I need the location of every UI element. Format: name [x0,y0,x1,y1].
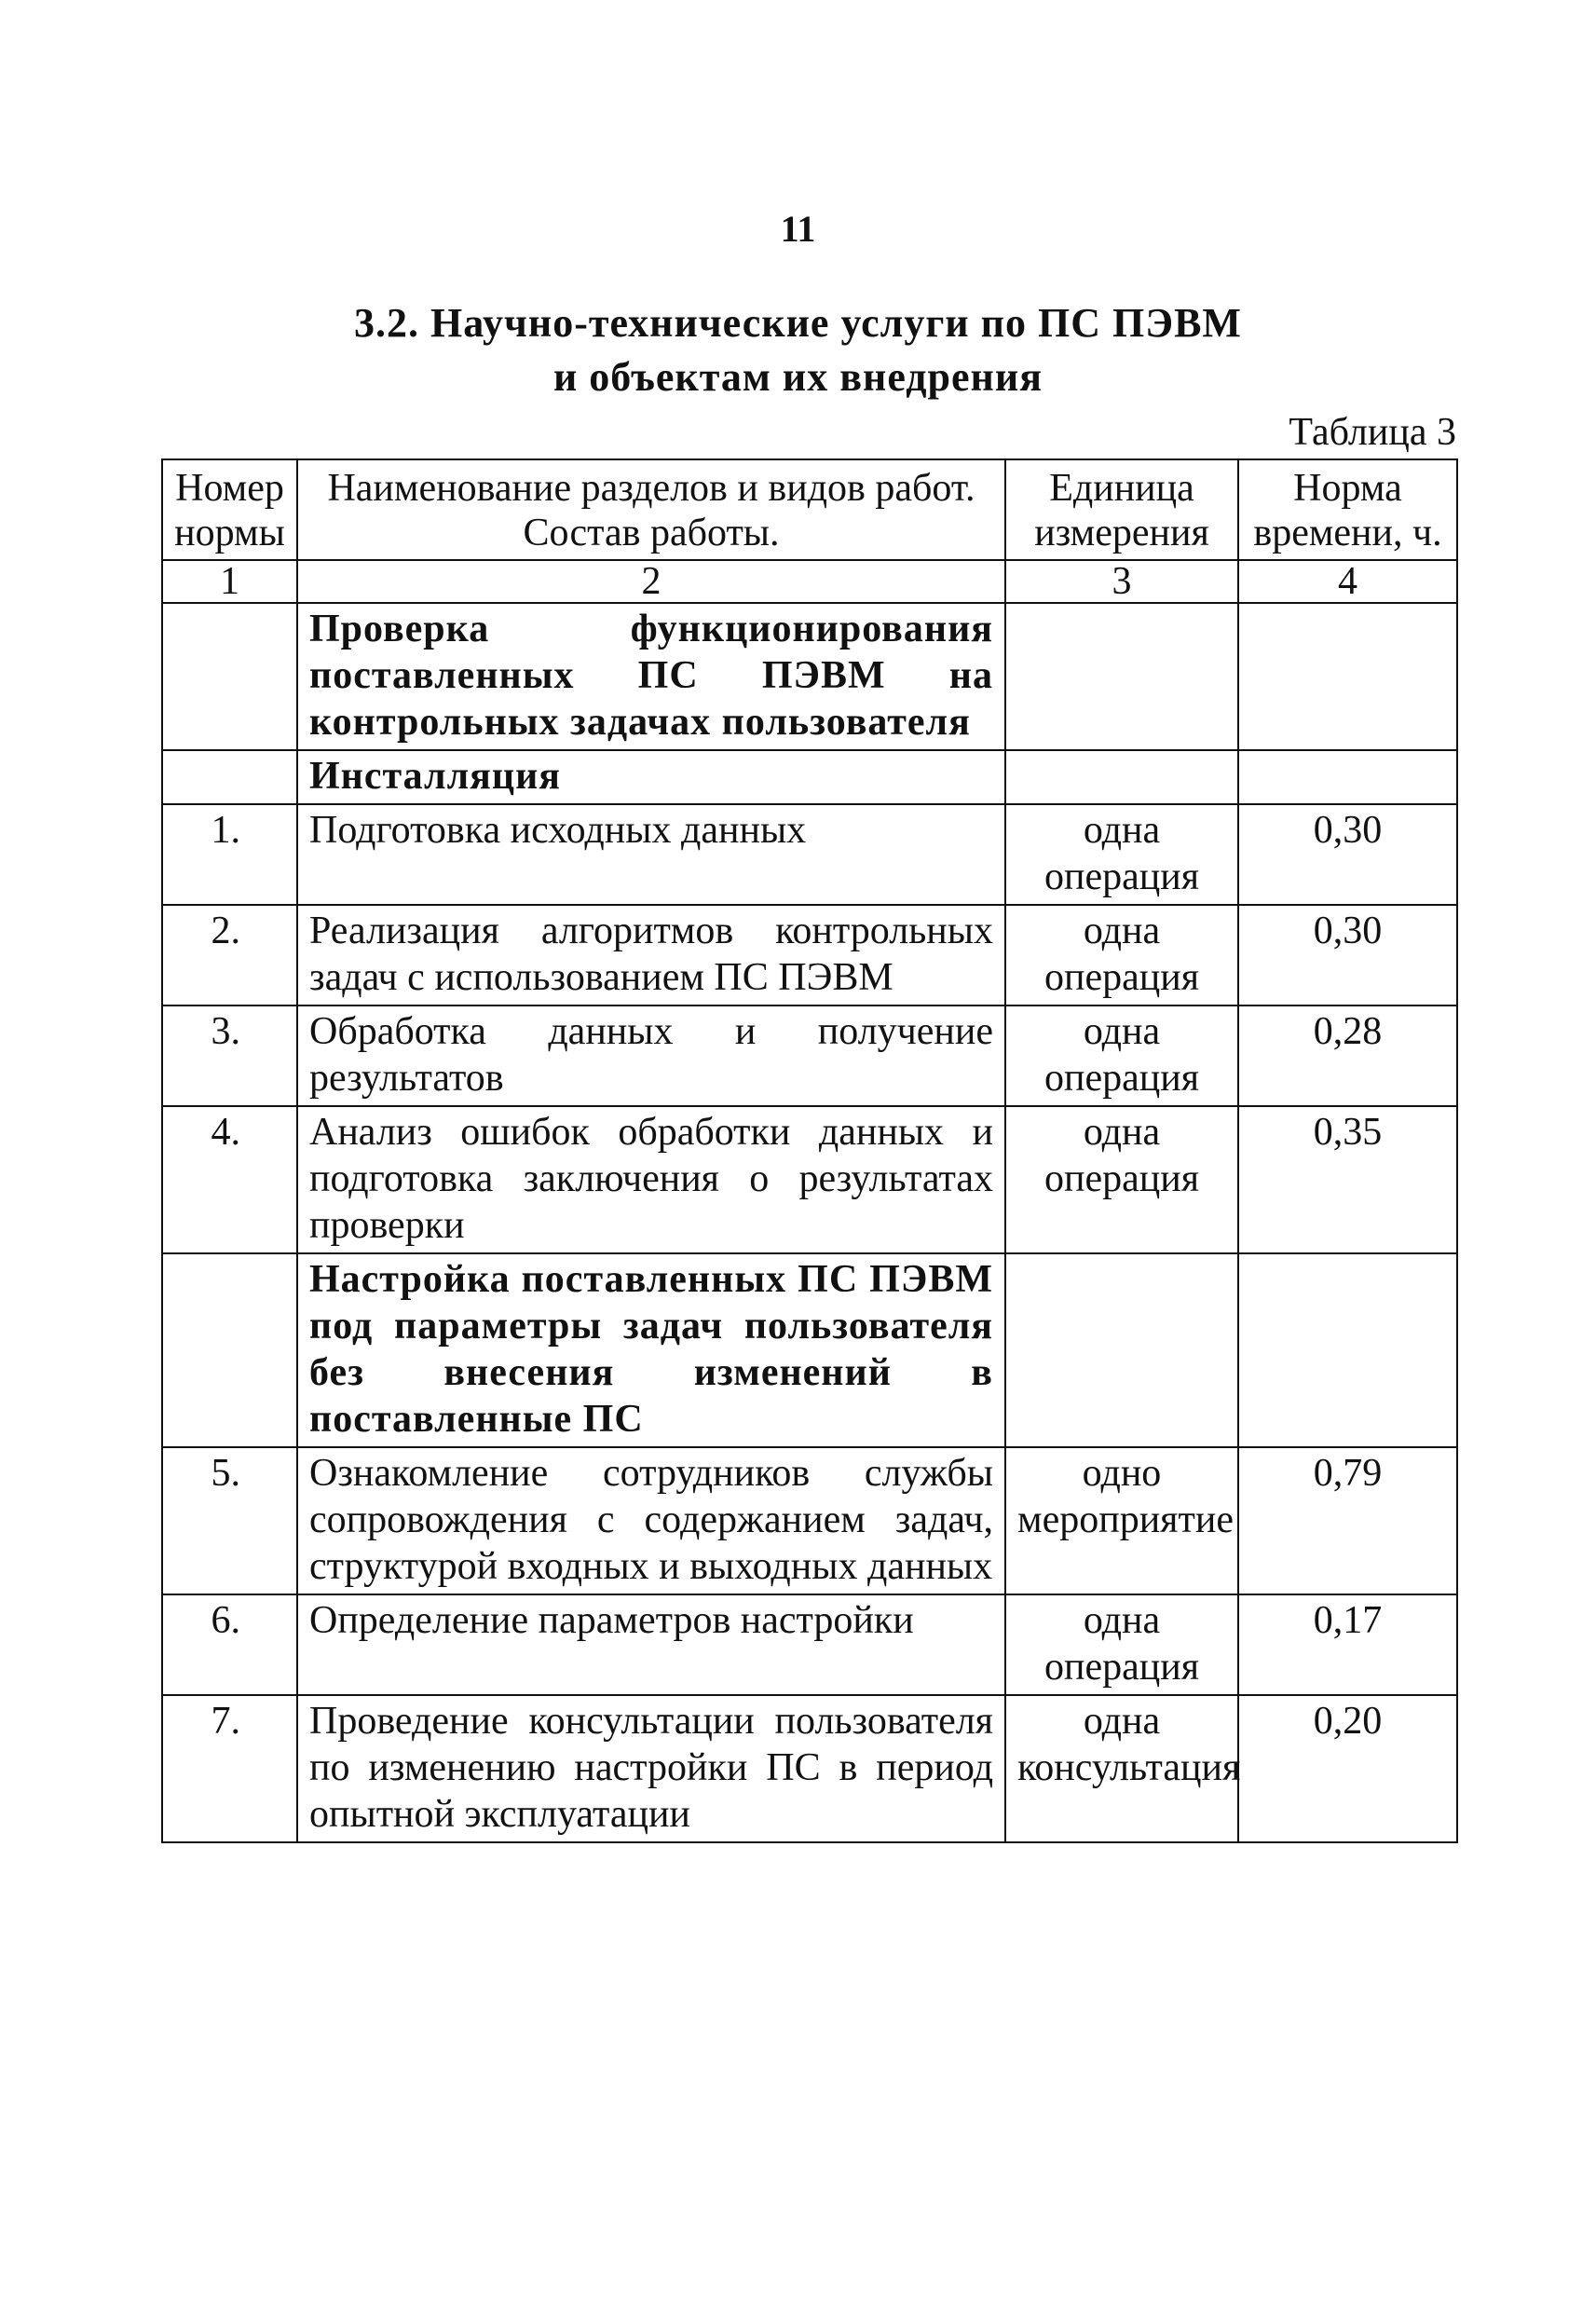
section-title [0,296,1596,404]
row-num: 5. [162,1447,297,1594]
row-num: 2. [162,905,297,1006]
row-norm [1238,750,1457,804]
table-row-section [162,1253,1457,1447]
row-unit: одно мероприятие [1005,1447,1238,1594]
table-row-section [162,603,1457,750]
row-name: Реализация алгоритмов контрольных задач с использованием ПС ПЭВМ [297,905,1005,1006]
row-num [162,750,297,804]
page-number: 11 [780,208,816,250]
column-index: 4 [1238,560,1457,603]
row-name: Определение параметров настройки [297,1594,1005,1695]
row-num: 4. [162,1106,297,1253]
row-name: Анализ ошибок обработки данных и подготовка заключения о результатах проверки [297,1106,1005,1253]
column-index: 3 [1005,560,1238,603]
table-caption: Таблица 3 [1289,411,1456,454]
row-num: 7. [162,1695,297,1842]
table-header-row [162,459,1457,560]
table-row [162,1447,1457,1594]
row-section-title: Проверка функционирования поставленных ПС ПЭВМ на контрольных задачах пользователя [297,603,1005,750]
column-index: 2 [297,560,1005,603]
row-num: 3. [162,1006,297,1106]
row-norm [1238,603,1457,750]
row-unit [1005,603,1238,750]
table-row [162,1006,1457,1106]
table-row [162,1106,1457,1253]
table-row [162,1594,1457,1695]
row-norm [1238,1253,1457,1447]
header-norm: Норма времени, ч. [1238,459,1457,560]
row-name: Подготовка исходных данных [297,804,1005,905]
row-norm: 0,28 [1238,1006,1457,1106]
norms-table [161,458,1458,1843]
column-index: 1 [162,560,297,603]
table-row [162,804,1457,905]
row-num: 6. [162,1594,297,1695]
header-name: Наименование разделов и видов работ. Состав работы. [297,459,1005,560]
row-num [162,1253,297,1447]
row-norm: 0,35 [1238,1106,1457,1253]
row-unit [1005,750,1238,804]
table-row [162,905,1457,1006]
table-row-section [162,750,1457,804]
row-norm: 0,79 [1238,1447,1457,1594]
row-num [162,603,297,750]
row-unit: одна операция [1005,1594,1238,1695]
column-index-row [162,560,1457,603]
row-unit: одна консультация [1005,1695,1238,1842]
row-unit: одна операция [1005,905,1238,1006]
row-section-title: Инсталляция [297,750,1005,804]
header-unit: Единица измерения [1005,459,1238,560]
row-unit: одна операция [1005,804,1238,905]
row-unit [1005,1253,1238,1447]
row-num: 1. [162,804,297,905]
row-norm: 0,20 [1238,1695,1457,1842]
row-name: Ознакомление сотрудников службы сопровождения с содержанием задач, структурой входных и выходных данных [297,1447,1005,1594]
row-name: Обработка данных и получение результатов [297,1006,1005,1106]
row-unit: одна операция [1005,1106,1238,1253]
section-title-line-2: и объектам их внедрения [552,354,1044,400]
row-norm: 0,17 [1238,1594,1457,1695]
row-section-title: Настройка поставленных ПС ПЭВМ под параметры задач пользователя без внесения изменений в поставленные ПС [297,1253,1005,1447]
row-norm: 0,30 [1238,804,1457,905]
section-title-line-1: 3.2. Научно-технические услуги по ПС ПЭВМ [354,300,1242,346]
row-norm: 0,30 [1238,905,1457,1006]
table-row [162,1695,1457,1842]
row-unit: одна операция [1005,1006,1238,1106]
row-name: Проведение консультации пользователя по изменению настройки ПС в период опытной эксплуатации [297,1695,1005,1842]
header-num: Номер нормы [162,459,297,560]
